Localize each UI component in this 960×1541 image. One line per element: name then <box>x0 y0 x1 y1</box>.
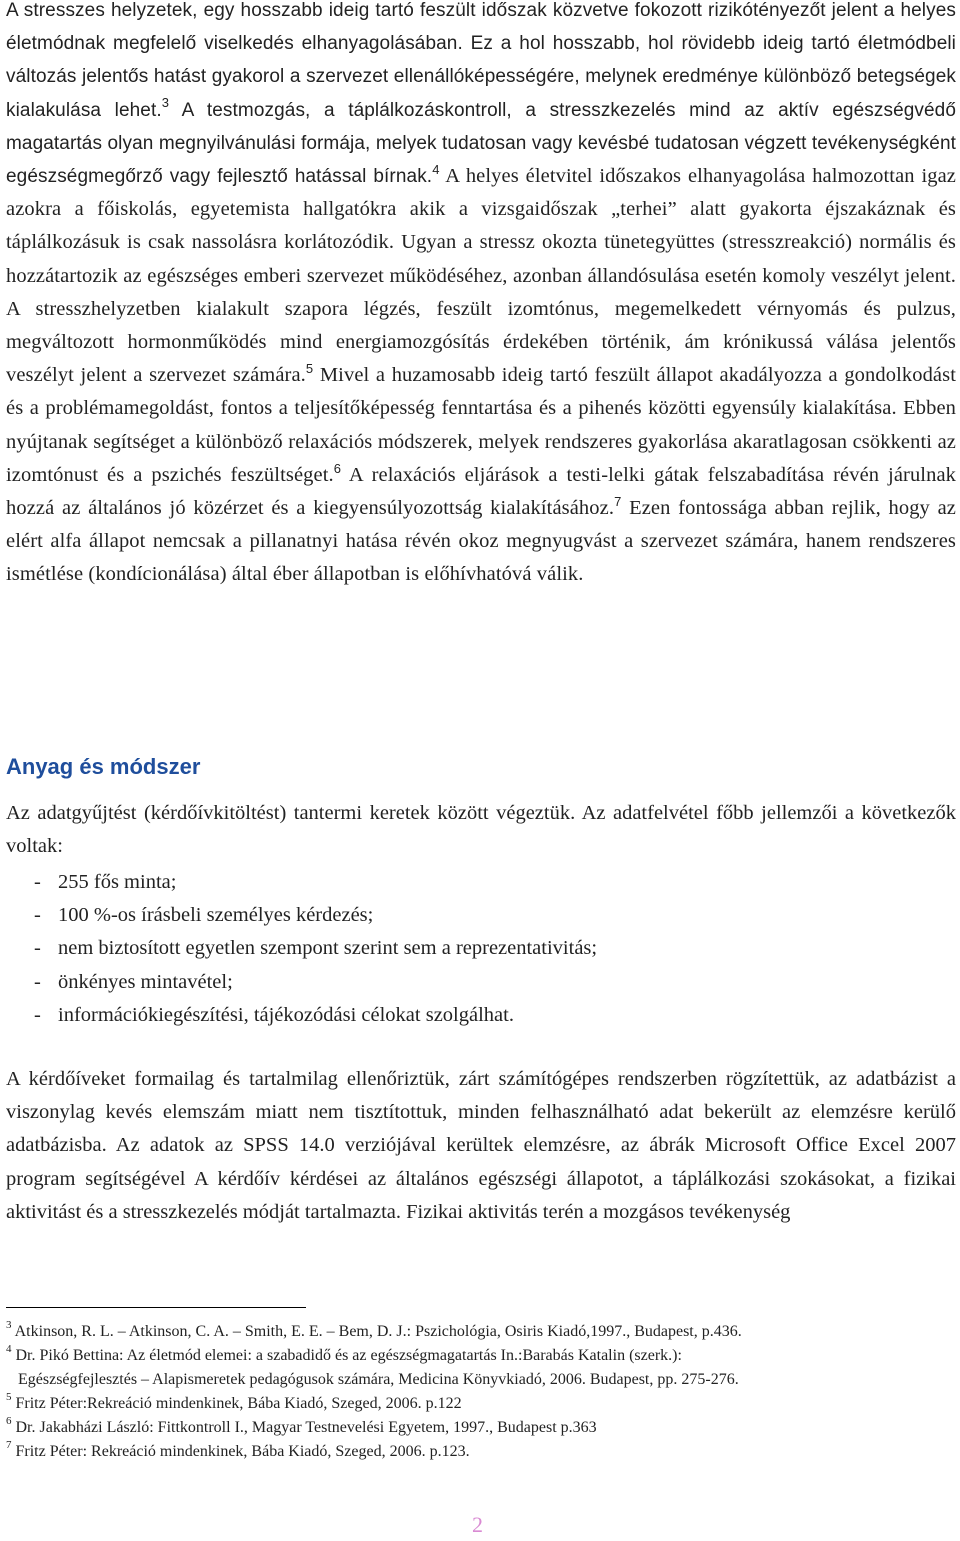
footnotes <box>6 1320 956 1464</box>
footnote-text: Dr. Pikó Bettina: Az életmód elemei: a szabadidő és az egészségmagatartás In.:Barabás Katalin (szerk.): <box>11 1347 682 1364</box>
method-list <box>6 866 597 1032</box>
footnote-6 <box>6 1416 956 1440</box>
section-heading: Anyag és módszer <box>6 754 201 779</box>
footnote-number: 5 <box>6 1390 12 1403</box>
paragraph-text: A stresszes helyzetek, egy hosszabb ideig tartó feszült időszak közvetve fokozott rizikótényezőt jelent a helyes életmódnak megfelelő viselkedés elhanyagolásában. Ez a hol hosszabb, hol rövidebb ideig tartó életmódbeli változás jelentős hatást gyakorol a szervezet ellenállóképességére, melynek eredménye különböző betegségek kialakulása lehet. <box>6 0 956 121</box>
list-dash: - <box>34 871 41 893</box>
footnote-ref-3[interactable]: 3 <box>161 95 170 111</box>
list-item-text: nem biztosított egyetlen szempont szerint sem a reprezentativitás; <box>58 937 598 960</box>
list-dash: - <box>34 1003 41 1026</box>
list-item-text: önkényes mintavétel; <box>58 970 233 993</box>
footnote-text: Fritz Péter:Rekreáció mindenkinek, Bába Kiadó, Szeged, 2006. p.122 <box>11 1395 462 1412</box>
footnote-ref-7[interactable]: 7 <box>614 493 622 509</box>
paragraph-text: Mivel a huzamosabb ideig tartó feszült állapot akadályozza a gondolkodást és a problémamegoldást, fontos a teljesítőképesség fenntartása és a pihenés közötti egyensúly kialakítása. Ebben nyújtanak segítséget a különböző relaxációs módszerek, melyek rendszeres gyakorlása akaratlagosan csökkenti az izomtónust és a pszichés feszültséget. <box>6 364 956 486</box>
paragraph-text: A relaxációs eljárások a testi-lelki gátak felszabadítása révén járulnak hozzá az általános jó közérzet és a kiegyensúlyozottság kialakításához. <box>6 463 957 520</box>
footnote-4-continued <box>6 1368 956 1392</box>
list-dash: - <box>34 904 41 927</box>
footnote-number: 3 <box>6 1318 12 1331</box>
list-item-text: információkiegészítési, tájékozódási célokat szolgálhat. <box>58 1003 514 1026</box>
footnote-number: 4 <box>6 1342 12 1355</box>
body-paragraph-method: A kérdőíveket formailag és tartalmilag ellenőriztük, zárt számítógépes rendszerben rögzítettük, az adatbázist a viszonylag kevés elemszám miatt nem tisztítottuk, minden felhasználható adat bekerült az elemzésre kerülő adatbázisba. Az adatok az SPSS 14.0 verziójával kerültek elemzésre, az ábrák Microsoft Office Excel 2007 program segítségével A kérdőív kérdései az általános egészségi állapotot, a táplálkozási szokásokat, a fizikai aktivitást és a stresszkezelés módját tartalmazta. Fizikai aktivitás terén a mozgásos tevékenység <box>6 1068 956 1223</box>
footnote-text: Atkinson, R. L. – Atkinson, C. A. – Smith, E. E. – Bem, D. J.: Pszichológia, Osiris Kiadó,1997., Budapest, p.436. <box>11 1323 742 1340</box>
list-item-text: 255 fős minta; <box>58 871 177 893</box>
list-item <box>6 899 597 932</box>
paragraph-text: A helyes életvitel időszakos elhanyagolása halmozottan igaz azokra a főiskolás, egyetemista hallgatókra akik a vizsgaidőszak „terhei” alatt gyakorta éjszakáznak és táplálkozásuk is csak nassolásra korlátozódik. Ugyan a stressz okozta tünetegyüttes (stresszreakció) normális és hozzátartozik az egészséges emberi szervezet működéséhez, azonban állandósulása esetén komoly veszélyt jelent. A stresszhelyzetben kialakult szapora légzés, feszült izomtónus, megemelkedett vérnyomás és pulzus, megváltozott hormonműködés mind energiamozgósítás érdekében történik, ám krónikussá válása jelentős veszélyt jelent a szervezet számára. <box>6 165 957 387</box>
paragraph-text: Ezen fontossága abban rejlik, hogy az elért alfa állapot nemcsak a pillanatnyi hatása révén okoz megnyugvást a szervezet számára, hanem rendszeres ismétlése (kondícionálása) által éber állapotban is előhívhatóvá válik. <box>6 497 956 586</box>
footnote-text: Egészségfejlesztés – Alapismeretek pedagógusok számára, Medicina Könyvkiadó, 2006. Budapest, pp. 275-276. <box>18 1371 739 1388</box>
footnote-5 <box>6 1392 956 1416</box>
footnote-ref-5[interactable]: 5 <box>305 360 314 376</box>
list-item-text: 100 %-os írásbeli személyes kérdezés; <box>58 904 374 927</box>
footnote-3 <box>6 1320 956 1344</box>
footnote-ref-4[interactable]: 4 <box>432 161 440 177</box>
list-item <box>6 999 597 1032</box>
footnote-text: Dr. Jakabházi László: Fittkontroll I., Magyar Testnevelési Egyetem, 1997., Budapest p.363 <box>11 1419 597 1436</box>
footnote-number: 7 <box>6 1438 12 1451</box>
page-number: 2 <box>472 1512 483 1537</box>
list-item <box>6 866 597 899</box>
list-item <box>6 932 597 965</box>
footnote-7 <box>6 1440 956 1464</box>
body-paragraph-method-intro: Az adatgyűjtést (kérdőívkitöltést) tantermi keretek között végeztük. Az adatfelvétel főbb jellemzői a következők voltak: <box>6 802 956 858</box>
list-item <box>6 966 597 999</box>
footnote-4 <box>6 1344 956 1368</box>
list-dash: - <box>34 970 41 993</box>
footnote-text: Fritz Péter: Rekreáció mindenkinek, Bába Kiadó, Szeged, 2006. p.123. <box>11 1443 470 1460</box>
footnote-number: 6 <box>6 1414 12 1427</box>
list-dash: - <box>34 937 41 960</box>
footnote-divider <box>6 1307 306 1308</box>
body-paragraph-stress <box>6 0 956 592</box>
paragraph-text: A testmozgás, a táplálkozáskontroll, a stresszkezelés mind az aktív egészségvédő magatartás olyan megnyilvánulási formája, melyek tudatosan vagy kevésbé tudatosan végzett tevékenységként egészségmegőrző vagy fejlesztő hatással bírnak. <box>6 99 956 188</box>
footnote-ref-6[interactable]: 6 <box>333 460 342 476</box>
